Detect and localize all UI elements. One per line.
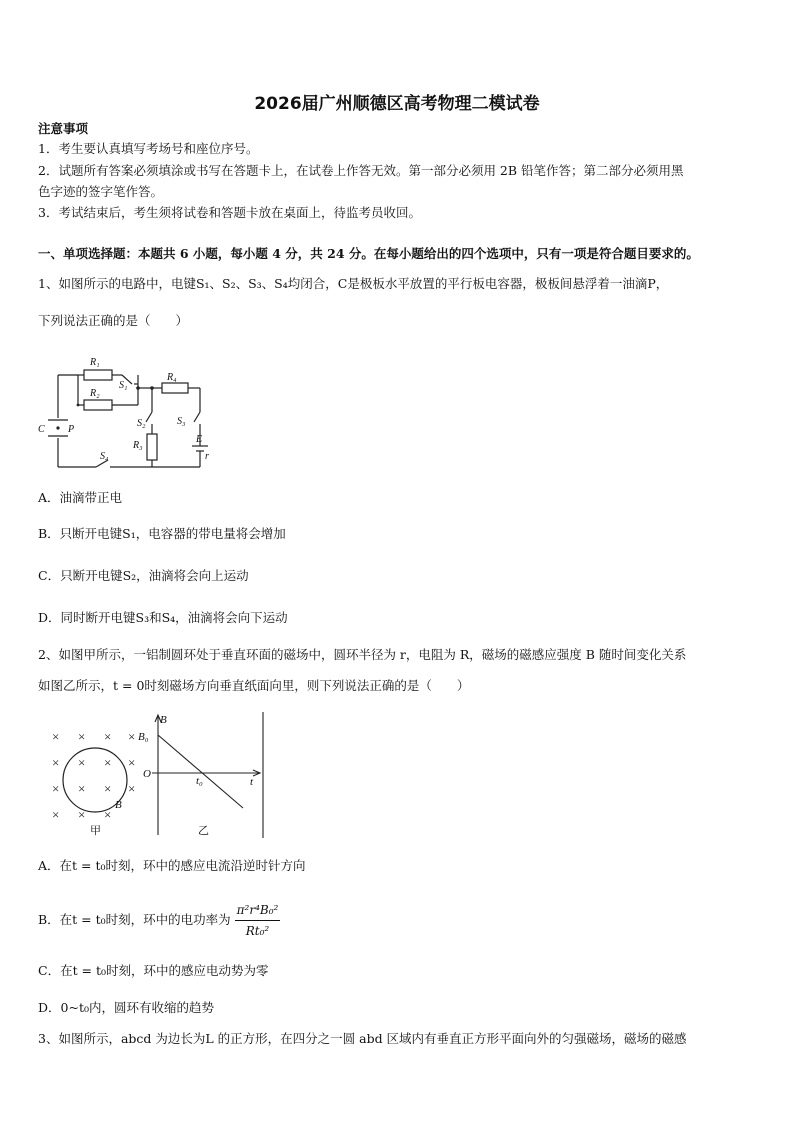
cross-mark: ×: [128, 781, 136, 796]
notice-heading: 注意事项: [38, 121, 89, 136]
label-s1: S₁: [119, 380, 128, 391]
section-heading: 一、单项选择题：本题共 6 小题，每小题 4 分，共 24 分。在每小题给出的四个选项中，只有一项是符合题目要求的。: [38, 246, 699, 261]
axis-b0-label: B₀: [138, 731, 149, 743]
axis-t0-label: t₀: [196, 775, 203, 787]
label-s2: S₂: [137, 418, 146, 429]
power-fraction: [235, 900, 281, 941]
label-c: C: [38, 424, 45, 435]
fraction-denominator: Rt₀²: [245, 924, 270, 938]
cross-mark: ×: [52, 755, 60, 770]
question-1-stem: 下列说法正确的是（ ）: [38, 313, 189, 328]
cross-mark: ×: [128, 729, 136, 744]
cross-mark: ×: [104, 729, 112, 744]
label-p: P: [68, 424, 75, 435]
label-r2: R₂: [90, 388, 100, 399]
option-b-text: B．在t = t₀时刻，环中的电功率为: [38, 912, 231, 927]
axis-t-label: t: [250, 776, 254, 788]
question-2-option-b: [38, 900, 280, 941]
label-s3: S₃: [177, 416, 186, 427]
question-1-option-c: C．只断开电键S₂，油滴将会向上运动: [38, 568, 249, 583]
cross-mark: ×: [52, 729, 60, 744]
label-jia: 甲: [90, 825, 101, 837]
cross-mark: ×: [78, 781, 86, 796]
cross-mark: ×: [128, 755, 136, 770]
label-e: E: [196, 434, 203, 445]
cross-mark: ×: [52, 807, 60, 822]
question-1-option-a: A．油滴带正电: [38, 490, 123, 505]
cross-mark: ×: [78, 755, 86, 770]
cross-mark: ×: [104, 781, 112, 796]
circuit-diagram: [38, 350, 218, 475]
question-2-stem: 如图乙所示，t = 0时刻磁场方向垂直纸面向里，则下列说法正确的是（ ）: [38, 678, 470, 693]
question-2-option-c: C．在t = t₀时刻，环中的感应电动势为零: [38, 963, 269, 978]
label-yi: 乙: [198, 825, 209, 837]
magnetic-ring-figure: [38, 710, 268, 838]
label-r4: R₄: [167, 372, 177, 383]
notice-item: 色字迹的签字笔作答。: [38, 184, 164, 199]
label-r1: R₁: [90, 357, 100, 368]
label-r: r: [205, 451, 209, 462]
notice-item: 2．试题所有答案必须填涂或书写在答题卡上，在试卷上作答无效。第一部分必须用 2B 铅笔作答；第二部分必须用黑: [38, 163, 684, 178]
label-b-ring: B: [115, 799, 122, 811]
axis-b-label: B: [160, 714, 167, 726]
cross-mark: ×: [78, 807, 86, 822]
notice-item: 1．考生要认真填写考场号和座位序号。: [38, 141, 259, 156]
question-2-option-a: A．在t = t₀时刻，环中的感应电流沿逆时针方向: [38, 858, 306, 873]
exam-title: 2026届广州顺德区高考物理二模试卷: [254, 94, 540, 114]
question-3-stem: 3、如图所示，abcd 为边长为L 的正方形，在四分之一圆 abd 区域内有垂直正方形平面向外的匀强磁场，磁场的磁感: [38, 1031, 687, 1046]
notice-item: 3．考试结束后，考生须将试卷和答题卡放在桌面上，待监考员收回。: [38, 205, 421, 220]
axis-origin-label: O: [143, 768, 151, 780]
question-1-stem: 1、如图所示的电路中，电键S₁、S₂、S₃、S₄均闭合，C是极板水平放置的平行板电容器，极板间悬浮着一油滴P，: [38, 276, 669, 291]
fraction-numerator: π²r⁴B₀²: [235, 900, 281, 921]
question-2-stem: 2、如图甲所示，一铝制圆环处于垂直环面的磁场中，圆环半径为 r，电阻为 R，磁场的磁感应强度 B 随时间变化关系: [38, 647, 687, 662]
question-2-option-d: D．0~t₀内，圆环有收缩的趋势: [38, 1000, 214, 1015]
cross-mark: ×: [78, 729, 86, 744]
label-s4: S₄: [100, 451, 109, 462]
cross-mark: ×: [104, 755, 112, 770]
question-1-option-d: D．同时断开电键S₃和S₄，油滴将会向下运动: [38, 610, 288, 625]
cross-mark: ×: [52, 781, 60, 796]
label-r3: R₃: [133, 440, 143, 451]
question-1-option-b: B．只断开电键S₁，电容器的带电量将会增加: [38, 526, 286, 541]
cross-mark: ×: [104, 807, 112, 822]
